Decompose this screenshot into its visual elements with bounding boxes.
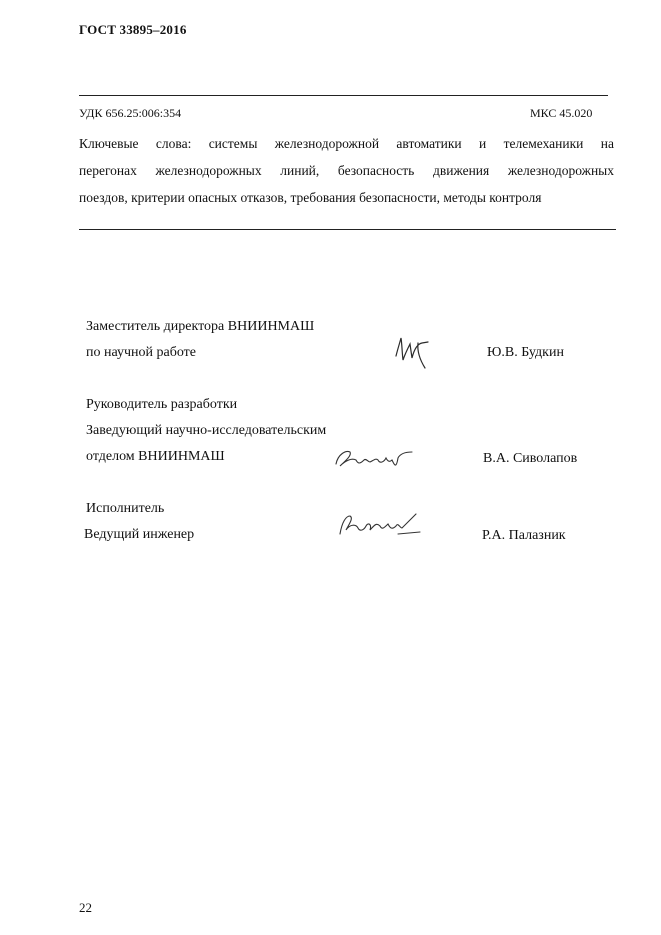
signatory-position-line: Заведующий научно-исследовательским xyxy=(86,423,327,438)
top-divider xyxy=(79,95,608,96)
signatory-position-line: отделом ВНИИНМАШ xyxy=(86,449,225,464)
signature-image xyxy=(336,510,428,540)
keywords-line: Ключевые слова: системы железнодорожной автоматики и телемеханики на xyxy=(79,136,614,151)
signatory-position-line: Руководитель разработки xyxy=(86,397,238,412)
mks-code: МКС 45.020 xyxy=(530,106,593,120)
signature-image xyxy=(332,446,422,472)
signatory-name: Р.А. Палазник xyxy=(482,528,566,543)
keywords-line: поездов, критерии опасных отказов, требования безопасности, методы контроля xyxy=(79,190,542,205)
keywords-paragraph xyxy=(79,130,614,211)
bottom-divider xyxy=(79,229,616,230)
page-number: 22 xyxy=(79,900,92,915)
udk-code: УДК 656.25:006:354 xyxy=(79,106,182,120)
signatory-name: В.А. Сиволапов xyxy=(483,451,578,466)
signatory-position-line: Ведущий инженер xyxy=(84,527,195,542)
signatory-position-line: по научной работе xyxy=(86,345,196,360)
signature-image xyxy=(390,334,432,372)
document-standard-code: ГОСТ 33895–2016 xyxy=(79,22,187,37)
signatory-position-line: Заместитель директора ВНИИНМАШ xyxy=(86,319,315,334)
keywords-line: перегонах железнодорожных линий, безопасность движения железнодорожных xyxy=(79,163,614,178)
signatory-name: Ю.В. Будкин xyxy=(487,345,564,360)
signatory-position-line: Исполнитель xyxy=(86,501,165,516)
